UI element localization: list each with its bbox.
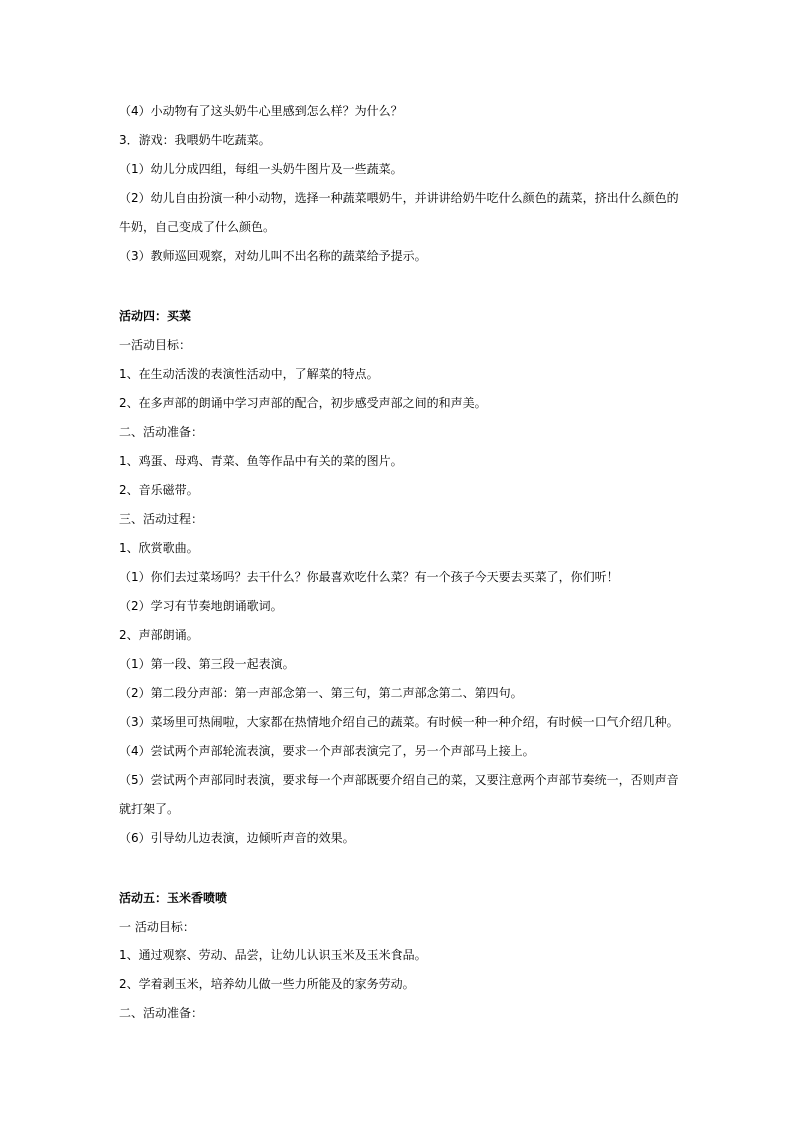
text-line: 1、欣赏歌曲。 <box>119 541 199 555</box>
text-line: 3．游戏：我喂奶牛吃蔬菜。 <box>119 133 271 147</box>
text-line: 1、通过观察、劳动、品尝，让幼儿认识玉米及玉米食品。 <box>119 948 427 962</box>
text-line: （1）第一段、第三段一起表演。 <box>119 657 295 671</box>
section-heading: 活动五：玉米香喷喷 <box>119 891 228 905</box>
text-line: （5）尝试两个声部同时表演，要求每一个声部既要介绍自己的菜，又要注意两个声部节奏统一，否则声音 <box>119 773 679 787</box>
text-line: 牛奶，自己变成了什么颜色。 <box>119 220 276 234</box>
text-line: 2、学着剥玉米，培养幼儿做一些力所能及的家务劳动。 <box>119 977 415 991</box>
text-line: 就打架了。 <box>119 802 180 816</box>
text-line: （1）幼儿分成四组，每组一头奶牛图片及一些蔬菜。 <box>119 162 403 176</box>
text-line: （2）第二段分声部：第一声部念第一、第三句，第二声部念第二、第四句。 <box>119 686 523 700</box>
text-line: （4）小动物有了这头奶牛心里感到怎么样？为什么？ <box>119 104 403 118</box>
text-line: 一 活动目标： <box>119 920 195 934</box>
text-line: 二、活动准备： <box>119 425 204 439</box>
text-line: （3）教师巡回观察，对幼儿叫不出名称的蔬菜给予提示。 <box>119 249 427 263</box>
text-line: 2、音乐磁带。 <box>119 483 199 497</box>
text-line: 二、活动准备： <box>119 1006 204 1020</box>
text-line: （6）引导幼儿边表演，边倾听声音的效果。 <box>119 831 355 845</box>
text-line: （2）学习有节奏地朗诵歌词。 <box>119 599 283 613</box>
text-line: 一活动目标： <box>119 338 192 352</box>
text-line: 1、鸡蛋、母鸡、青菜、鱼等作品中有关的菜的图片。 <box>119 454 403 468</box>
text-line: （1）你们去过菜场吗？去干什么？你最喜欢吃什么菜？有一个孩子今天要去买菜了，你们听！ <box>119 570 619 584</box>
text-line: 1、在生动活泼的表演性活动中，了解菜的特点。 <box>119 367 379 381</box>
text-line: （4）尝试两个声部轮流表演，要求一个声部表演完了，另一个声部马上接上。 <box>119 744 535 758</box>
text-line: 2、在多声部的朗诵中学习声部的配合，初步感受声部之间的和声美。 <box>119 396 487 410</box>
text-line: 2、声部朗诵。 <box>119 628 199 642</box>
text-line: 三、活动过程： <box>119 512 204 526</box>
text-line: （3）菜场里可热闹啦，大家都在热情地介绍自己的蔬菜。有时候一种一种介绍，有时候一口气介绍几种。 <box>119 715 679 729</box>
section-heading: 活动四：买菜 <box>119 309 192 323</box>
text-line: （2）幼儿自由扮演一种小动物，选择一种蔬菜喂奶牛，并讲讲给奶牛吃什么颜色的蔬菜，挤出什么颜色的 <box>119 191 679 205</box>
